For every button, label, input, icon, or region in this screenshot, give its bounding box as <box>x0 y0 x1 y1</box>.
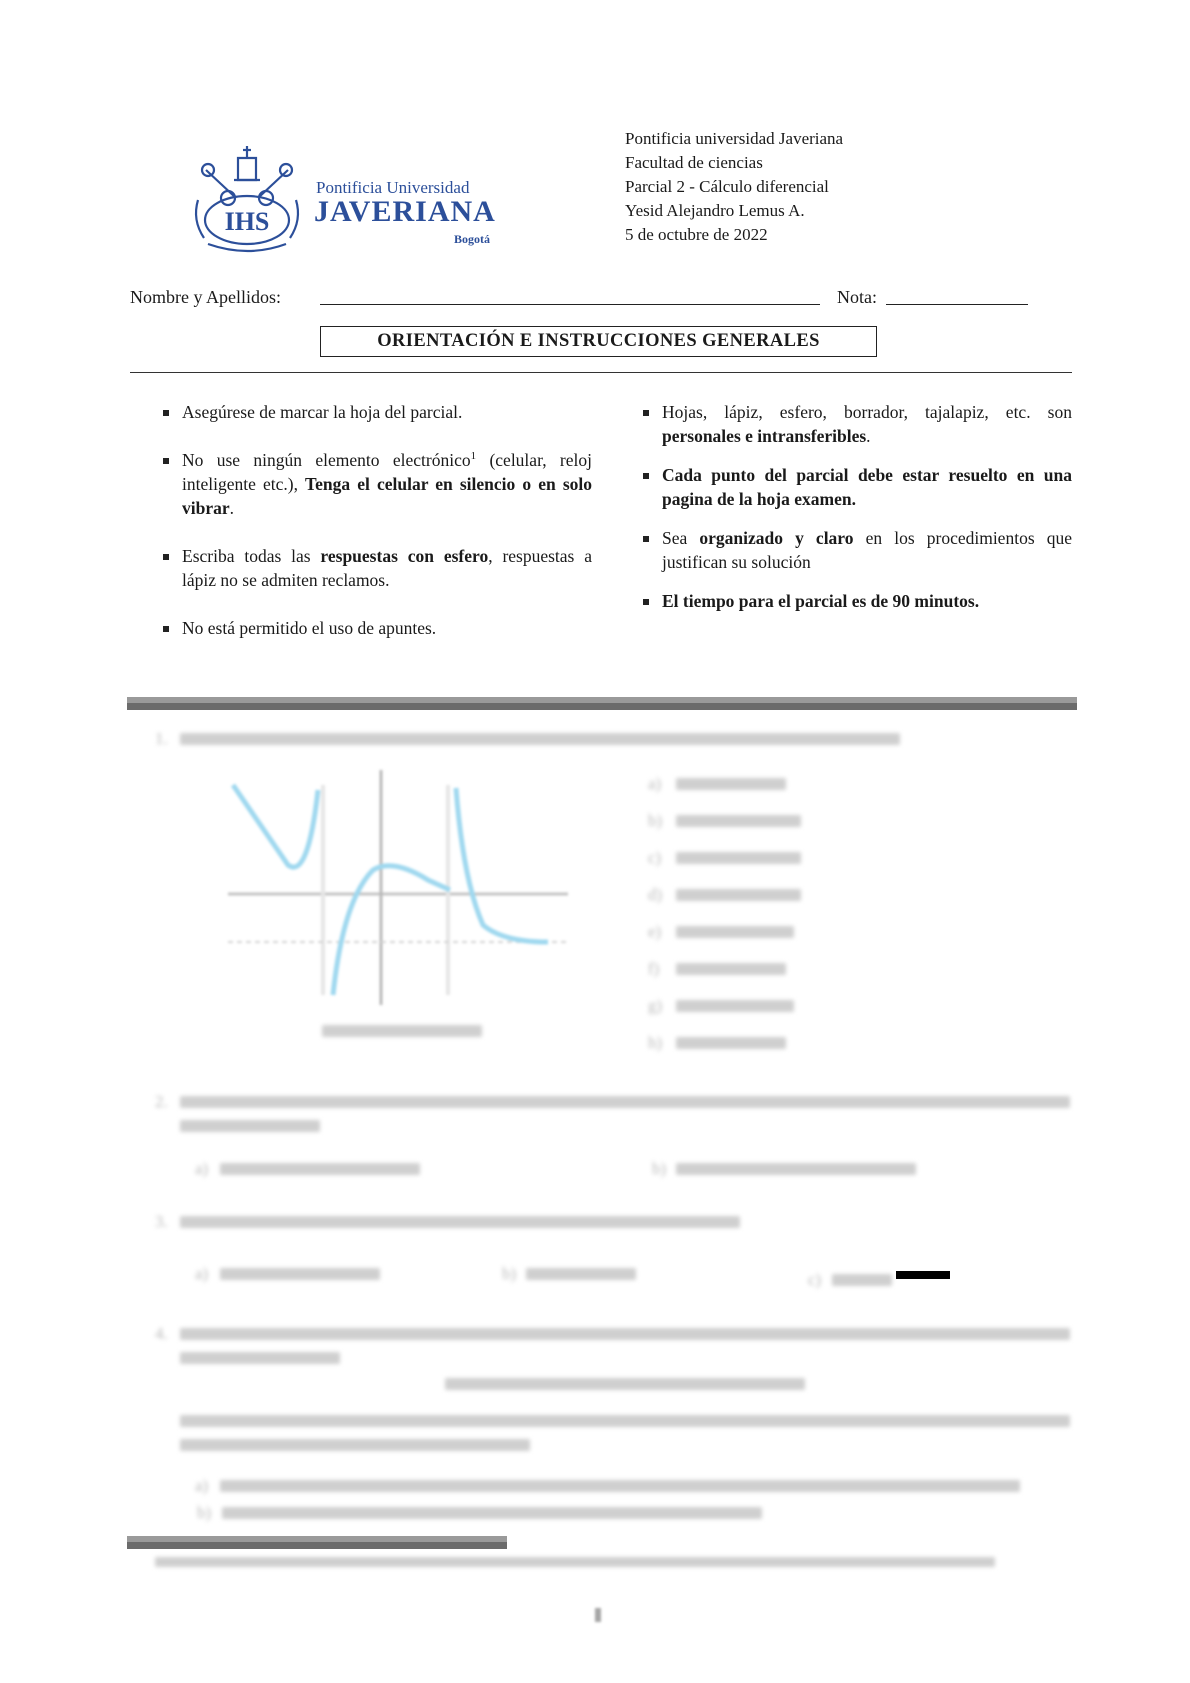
graph-curve-middle <box>333 866 450 995</box>
instruction-text: (celular, reloj inteligente etc.), <box>182 450 592 494</box>
subitem-label: h) <box>648 1033 663 1052</box>
page-number <box>595 1608 601 1622</box>
instruction-text: . <box>229 498 235 518</box>
subitem-label: b) <box>197 1503 212 1522</box>
logo-text-javeriana: JAVERIANA <box>314 195 496 228</box>
instruction-item <box>640 526 1072 574</box>
obscured-subitem <box>676 1037 786 1049</box>
institution-name: Pontificia universidad Javeriana <box>625 129 844 148</box>
subitem-label: c) <box>648 848 662 867</box>
obscured-subitem <box>526 1268 636 1280</box>
obscured-subitem <box>676 926 794 938</box>
instruction-text: en los procedimientos que justifican su solución <box>662 528 1072 572</box>
university-logo <box>188 140 496 260</box>
obscured-subitem <box>220 1480 1020 1492</box>
subitem-label: g) <box>648 996 663 1015</box>
subitem-label: a) <box>195 1264 209 1283</box>
obscured-subitem <box>676 889 801 901</box>
instruction-emphasis: Tenga el celular en silencio o en solo vibrar <box>182 474 592 518</box>
instruction-text: Asegúrese de marcar la hoja del parcial. <box>182 402 463 422</box>
exam-header-info <box>625 127 843 247</box>
instruction-text: Hojas, lápiz, esfero, borrador, tajalapiz, etc. son <box>662 402 1072 422</box>
obscured-question-text <box>180 1096 1070 1108</box>
obscured-equation <box>445 1378 805 1390</box>
grade-label: Nota: <box>837 287 877 307</box>
instruction-item <box>160 616 592 640</box>
obscured-question-text <box>180 1120 320 1132</box>
section-divider <box>130 372 1072 373</box>
subitem-label: f) <box>648 959 660 978</box>
instruction-item <box>160 448 592 520</box>
subitem-label: c) <box>808 1270 822 1289</box>
obscured-subitem <box>220 1268 380 1280</box>
obscured-subitem <box>676 815 801 827</box>
subitem-label: a) <box>195 1159 209 1178</box>
instruction-text: , respuestas a lápiz no se admiten reclamos. <box>182 546 592 590</box>
subitem-label: a) <box>195 1476 209 1495</box>
question-number: 1. <box>155 729 168 748</box>
obscured-subitem <box>676 1000 794 1012</box>
obscured-question-text <box>180 1439 530 1451</box>
instruction-emphasis: El tiempo para el parcial es de 90 minutos. <box>662 591 980 611</box>
obscured-subitem <box>222 1507 762 1519</box>
obscured-question-text <box>180 1216 740 1228</box>
grade-blank-line[interactable] <box>886 304 1028 305</box>
questions-divider <box>127 697 1077 710</box>
obscured-subitem <box>676 1163 916 1175</box>
instruction-text: . <box>866 426 871 446</box>
instructions-right-column <box>640 400 1072 628</box>
subitem-label: b) <box>648 811 663 830</box>
crest-monogram: IHS <box>224 207 270 236</box>
obscured-footnote <box>155 1557 995 1567</box>
subitem-label: a) <box>648 774 662 793</box>
graph-curve-right <box>456 788 548 942</box>
instruction-item <box>640 589 1072 613</box>
footnote-mark[interactable]: 1 <box>470 450 477 463</box>
name-blank-line[interactable] <box>320 304 820 305</box>
question-number: 3. <box>155 1212 168 1231</box>
instruction-text: No use ningún elemento electrónico <box>182 450 471 470</box>
instruction-text: Sea <box>662 528 700 548</box>
exam-date: 5 de octubre de 2022 <box>625 225 768 244</box>
footnote-divider <box>127 1536 507 1549</box>
instruction-item <box>160 544 592 592</box>
subitem-label: d) <box>648 885 663 904</box>
logo-text-city: Bogotá <box>454 232 490 246</box>
instruction-item <box>640 400 1072 448</box>
obscured-subitem <box>220 1163 420 1175</box>
obscured-subitem <box>676 963 786 975</box>
obscured-subitem <box>676 852 801 864</box>
obscured-figure-caption <box>322 1025 482 1037</box>
instruction-item <box>640 463 1072 511</box>
instruction-emphasis: Cada punto del parcial debe estar resuelto en una pagina de la hoja examen. <box>662 465 1072 509</box>
question-number: 4. <box>155 1324 168 1343</box>
exam-title: Parcial 2 - Cálculo diferencial <box>625 177 829 196</box>
subitem-label: b) <box>652 1159 667 1178</box>
obscured-question-text <box>180 1415 1070 1427</box>
obscured-subitem <box>676 778 786 790</box>
instructions-left-column <box>160 400 592 664</box>
fraction-bar <box>896 1271 950 1279</box>
logo-text-pontificia: Pontificia Universidad <box>316 178 470 197</box>
obscured-question-text <box>180 1352 340 1364</box>
university-crest-icon <box>188 140 306 258</box>
instruction-text: No está permitido el uso de apuntes. <box>182 618 437 638</box>
subitem-label: b) <box>502 1264 517 1283</box>
name-label: Nombre y Apellidos: <box>130 287 281 307</box>
subitem-label: e) <box>648 922 662 941</box>
instruction-emphasis: respuestas con esfero <box>320 546 489 566</box>
author-name: Yesid Alejandro Lemus A. <box>625 201 805 220</box>
instruction-text: Escriba todas las <box>182 546 321 566</box>
instruction-item <box>160 400 592 424</box>
section-title: ORIENTACIÓN E INSTRUCCIONES GENERALES <box>320 326 877 357</box>
question-number: 2. <box>155 1092 168 1111</box>
obscured-subitem <box>832 1274 892 1286</box>
function-graph <box>228 770 568 1010</box>
faculty-name: Facultad de ciencias <box>625 153 763 172</box>
obscured-question-text <box>180 733 900 745</box>
instruction-emphasis: organizado y claro <box>699 528 854 548</box>
instruction-emphasis: personales e intransferibles <box>662 426 867 446</box>
obscured-question-text <box>180 1328 1070 1340</box>
graph-curve-left <box>233 785 318 867</box>
